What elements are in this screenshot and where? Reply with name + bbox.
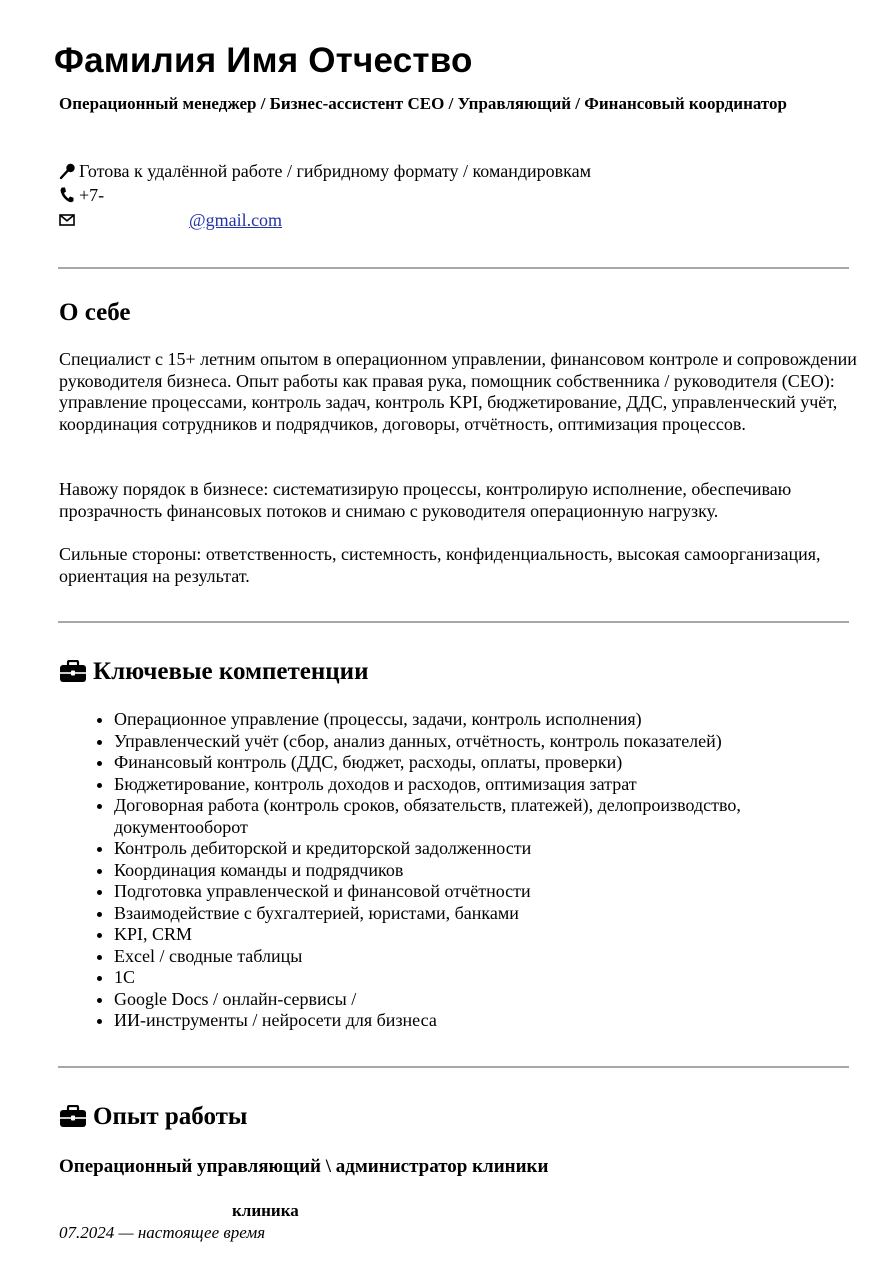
list-item: • Google Docs / онлайн-сервисы /	[114, 989, 874, 1011]
list-item: • ИИ-инструменты / нейросети для бизнеса	[114, 1010, 874, 1032]
list-item: • Контроль дебиторской и кредиторской задолженности	[114, 838, 874, 860]
about-heading: О себе	[59, 299, 131, 326]
list-item: • Координация команды и подрядчиков	[114, 860, 874, 882]
list-item: • Операционное управление (процессы, задачи, контроль исполнения)	[114, 709, 874, 731]
briefcase-icon	[59, 660, 87, 684]
section-divider	[58, 267, 849, 269]
about-paragraph-2: Навожу порядок в бизнесе: систематизирую процессы, контролирую исполнение, обеспечиваю прозрачность финансовых потоков и снимаю с руководителя операционную нагрузку.	[59, 479, 792, 521]
experience-heading-text: Опыт работы	[93, 1103, 248, 1130]
experience-heading	[59, 1102, 247, 1132]
email-link[interactable]: @gmail.com	[189, 210, 283, 230]
section-divider	[58, 1066, 849, 1068]
list-item: • Взаимодействие с бухгалтерией, юристами, банками	[114, 903, 874, 925]
briefcase-icon	[59, 1105, 87, 1129]
pin-icon	[59, 161, 79, 181]
list-item: • Управленческий учёт (сбор, анализ данных, отчётность, контроль показателей)	[114, 731, 874, 753]
list-item: • Финансовый контроль (ДДС, бюджет, расходы, оплаты, проверки)	[114, 752, 874, 774]
job-title: Операционный управляющий \ администратор клиники	[59, 1156, 549, 1177]
list-item: • KPI, CRM	[114, 924, 874, 946]
list-item: • Бюджетирование, контроль доходов и расходов, оптимизация затрат	[114, 774, 874, 796]
about-paragraph-1: Специалист с 15+ летним опытом в операционном управлении, финансовом контроле и сопровождении руководителя бизнеса. Опыт работы как правая рука, помощник собственника / руководителя (CEO): управление процессами, контроль задач, контроль KPI, бюджетирование, ДДС, управленческий учёт, координация сотрудников и подрядчиков, договоры, отчётность, оптимизация процессов.	[59, 349, 857, 434]
email-line	[59, 209, 282, 231]
about-paragraph-3: Сильные стороны: ответственность, системность, конфиденциальность, высокая самоорганизация, ориентация на результат.	[59, 544, 821, 586]
phone-line	[59, 184, 104, 206]
skills-heading	[59, 657, 369, 687]
skills-heading-text: Ключевые компетенции	[93, 658, 369, 685]
section-divider	[58, 621, 849, 623]
company-name: клиника	[232, 1201, 299, 1220]
availability-text: Готова к удалённой работе / гибридному формату / командировкам	[79, 161, 591, 181]
list-item: • 1С	[114, 967, 874, 989]
list-item: • Подготовка управленческой и финансовой отчётности	[114, 881, 874, 903]
phone-icon	[59, 185, 79, 205]
list-item: • Excel / сводные таблицы	[114, 946, 874, 968]
availability-line	[59, 160, 591, 182]
candidate-name: Фамилия Имя Отчество	[54, 41, 473, 80]
list-item: • Договорная работа (контроль сроков, обязательств, платежей), делопроизводство, документооборот	[114, 795, 874, 838]
skills-list	[59, 709, 874, 1032]
candidate-subtitle: Операционный менеджер / Бизнес-ассистент CEO / Управляющий / Финансовый координатор	[59, 94, 788, 113]
phone-text: +7-	[79, 185, 105, 205]
job-period: 07.2024 — настоящее время	[59, 1223, 266, 1242]
mail-icon	[59, 210, 79, 230]
